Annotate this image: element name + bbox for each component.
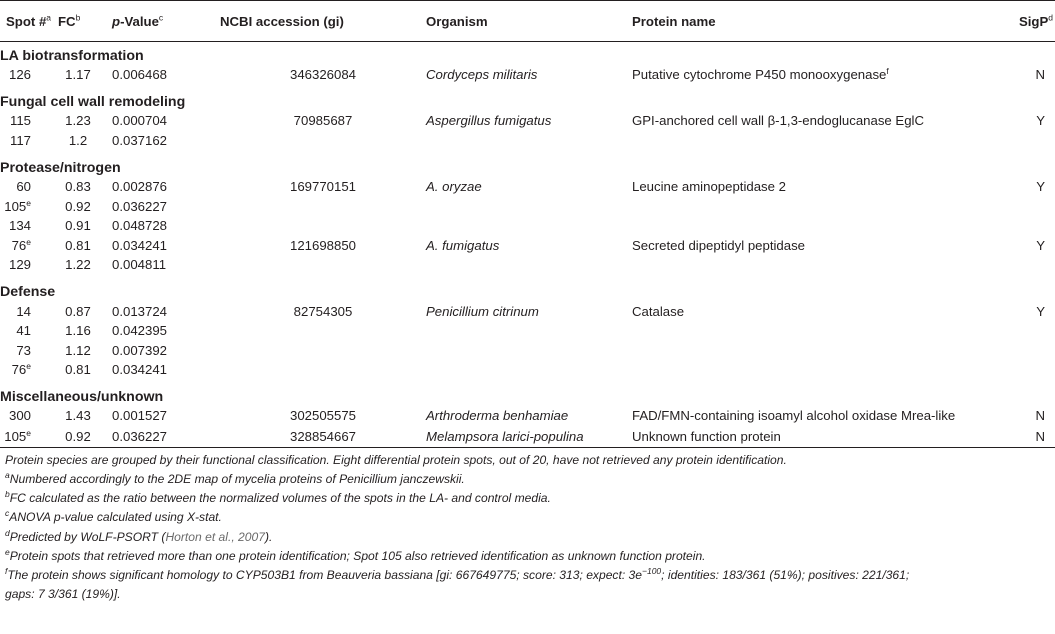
category-row	[0, 150, 1055, 177]
category-label: LA biotransformation	[0, 48, 144, 64]
table-row	[0, 196, 1055, 216]
table-row	[0, 406, 1055, 426]
cell-pvalue: 0.007392	[112, 342, 168, 358]
table-row	[0, 340, 1055, 360]
header-protein: Protein name	[632, 1, 993, 42]
cell-fc: 1.22	[65, 257, 91, 273]
cell-organism	[426, 255, 632, 275]
category-row	[0, 275, 1055, 302]
cell-protein-name: Catalase	[632, 303, 685, 319]
category-row	[0, 42, 1055, 66]
cell-spot: 126	[8, 67, 31, 83]
cell-organism: Arthroderma benhamiae	[426, 408, 569, 424]
cell-spot: 105e	[4, 197, 31, 214]
cell-ncbi-accession	[220, 321, 426, 341]
cell-organism: Cordyceps militaris	[426, 67, 538, 83]
table-row	[0, 216, 1055, 236]
table-row	[0, 301, 1055, 321]
cell-protein-name	[632, 360, 993, 380]
cell-fc: 1.23	[65, 113, 91, 129]
cell-ncbi-accession: 328854667	[220, 426, 426, 448]
cell-protein-name: GPI-anchored cell wall β-1,3-endoglucanase EglC	[632, 113, 925, 129]
cell-organism	[426, 340, 632, 360]
cell-organism: Melampsora larici-populina	[426, 426, 632, 448]
category-label: Miscellaneous/unknown	[0, 389, 164, 406]
header-fc: $FC^b$	[50, 1, 106, 42]
cell-organism: A. oryzae	[426, 179, 482, 195]
header-spot: Spot #$^a$	[0, 1, 50, 42]
cell-spot: 117	[9, 132, 31, 148]
header-organism: Organism	[426, 1, 632, 42]
table-row	[0, 111, 1055, 131]
cell-fc: 1.16	[65, 323, 91, 339]
cell-fc: 0.83	[65, 179, 91, 195]
cell-sigp	[993, 360, 1055, 380]
footnote-f: $^f$The protein shows significant homology to CYP503B1 from Beauveria bassiana [gi: 667649775; score: 313; expect: $3e^{-100}$; identities: 183/361 (51%); positives: 221/361;	[5, 565, 910, 582]
cell-spot: 76e	[11, 236, 31, 253]
table-body	[0, 42, 1055, 448]
table-header	[0, 1, 1055, 42]
cell-sigp	[993, 321, 1055, 341]
header-row	[0, 1, 1055, 42]
cell-organism	[426, 360, 632, 380]
footnote-c: $^c$ANOVA p-value calculated using X-stat.	[5, 508, 222, 525]
cell-ncbi-accession	[220, 360, 426, 380]
cell-pvalue: 0.034241	[112, 237, 168, 253]
cell-fc: 0.81	[65, 237, 91, 253]
cell-ncbi-accession	[220, 340, 426, 360]
cell-fc: 0.92	[50, 426, 106, 448]
table-footnotes	[0, 451, 1055, 605]
cell-pvalue: 0.048728	[112, 218, 168, 234]
cell-ncbi-accession: 121698850	[289, 237, 356, 253]
table-row	[0, 65, 1055, 85]
cell-sigp	[993, 131, 1055, 151]
cell-sigp	[993, 196, 1055, 216]
cell-protein-name	[632, 196, 993, 216]
cell-organism: A. fumigatus	[426, 237, 500, 253]
cell-pvalue: 0.037162	[112, 132, 168, 148]
cell-ncbi-accession: 302505575	[289, 408, 356, 424]
cell-spot: 41	[16, 323, 31, 339]
cell-spot: 105e	[0, 426, 50, 448]
cell-fc: 1.2	[68, 132, 88, 148]
cell-fc: 0.91	[65, 218, 91, 234]
cell-pvalue: 0.036227	[106, 426, 220, 448]
cell-spot: 14	[16, 303, 31, 319]
cell-protein-name	[632, 216, 993, 236]
cell-sigp: N	[1035, 408, 1045, 424]
table-row	[0, 255, 1055, 275]
cell-fc: 1.17	[65, 67, 91, 83]
footnote-a: $^a$Numbered accordingly to the 2DE map of mycelia proteins of Penicillium janczewskii.	[5, 469, 465, 486]
footnote-f-continued: gaps: 7 3/361 (19%)].	[5, 587, 121, 602]
cell-sigp: Y	[1036, 237, 1045, 253]
cell-organism	[426, 321, 632, 341]
cell-fc: 0.87	[65, 303, 91, 319]
cell-spot: 129	[8, 257, 31, 273]
cell-pvalue: 0.004811	[112, 257, 167, 273]
cell-spot: 60	[16, 179, 31, 195]
footnote-e: $^e$Protein spots that retrieved more than one protein identification; Spot 105 also retrieved identification as unknown function protein.	[5, 546, 706, 563]
cell-protein-name: Leucine aminopeptidase 2	[632, 179, 786, 195]
cell-protein-name: Unknown function protein	[632, 426, 993, 448]
cell-ncbi-accession	[220, 255, 426, 275]
table-row	[0, 321, 1055, 341]
cell-organism	[426, 196, 632, 216]
footnote-b: $^b$FC calculated as the ratio between the normalized volumes of the spots in the LA- and control media.	[5, 489, 551, 506]
cell-protein-name	[632, 255, 993, 275]
cell-pvalue: 0.001527	[112, 408, 168, 424]
cell-ncbi-accession: 169770151	[289, 179, 356, 195]
category-row	[0, 85, 1055, 112]
cell-organism: Penicillium citrinum	[426, 303, 539, 319]
cell-ncbi-accession: 82754305	[293, 303, 353, 319]
cell-spot: 76e	[11, 361, 31, 378]
header-ncbi: NCBI accession (gi)	[220, 1, 426, 42]
cell-protein-name: Putative cytochrome P450 monooxygenase$^f$	[632, 66, 889, 83]
cell-sigp: N	[993, 426, 1055, 448]
cell-sigp	[993, 340, 1055, 360]
cell-fc: 0.92	[65, 198, 91, 214]
table-row	[0, 177, 1055, 197]
cell-organism	[426, 216, 632, 236]
cell-protein-name	[632, 340, 993, 360]
table-row	[0, 131, 1055, 151]
header-pvalue: p-Value$^c$	[106, 1, 220, 42]
cell-pvalue: 0.000704	[112, 113, 168, 129]
cell-spot: 300	[8, 408, 31, 424]
cell-sigp: Y	[1036, 113, 1045, 129]
cell-pvalue: 0.006468	[112, 67, 168, 83]
cell-spot: 134	[8, 218, 31, 234]
cell-spot: 73	[16, 342, 31, 358]
cell-protein-name: FAD/FMN-containing isoamyl alcohol oxidase Mrea-like	[632, 408, 956, 424]
table-row	[0, 360, 1055, 380]
table-row	[0, 426, 1055, 448]
cell-ncbi-accession: 346326084	[289, 67, 356, 83]
cell-ncbi-accession: 70985687	[293, 113, 353, 129]
footnote-intro: Protein species are grouped by their functional classification. Eight differential protein spots, out of 20, have not retrieved any protein identification.	[5, 452, 787, 467]
cell-protein-name: Secreted dipeptidyl peptidase	[632, 237, 806, 253]
cell-sigp: Y	[1036, 303, 1045, 319]
cell-pvalue: 0.002876	[112, 179, 168, 195]
cell-ncbi-accession	[220, 196, 426, 216]
cell-protein-name	[632, 321, 993, 341]
cell-pvalue: 0.034241	[112, 362, 168, 378]
cell-ncbi-accession	[220, 131, 426, 151]
table-row	[0, 236, 1055, 256]
cell-sigp	[993, 216, 1055, 236]
cell-sigp: N	[1035, 67, 1045, 83]
category-label: Defense	[0, 284, 56, 301]
cell-fc: 0.81	[65, 362, 91, 378]
cell-sigp: Y	[1036, 179, 1045, 195]
citation-link[interactable]: Horton et al., 2007	[165, 529, 265, 544]
category-label: Protease/nitrogen	[0, 159, 121, 176]
cell-organism	[426, 131, 632, 151]
category-row	[0, 380, 1055, 407]
cell-pvalue: 0.042395	[112, 323, 168, 339]
cell-organism: Aspergillus fumigatus	[426, 113, 552, 129]
footnote-d: $^d$Predicted by WoLF-PSORT (Horton et al., 2007).	[5, 527, 273, 544]
cell-spot: 115	[9, 113, 31, 129]
cell-fc: 1.12	[65, 342, 91, 358]
category-label: Fungal cell wall remodeling	[0, 94, 186, 111]
cell-sigp	[993, 255, 1055, 275]
header-sigp: SigP$^d$	[993, 1, 1055, 42]
cell-pvalue: 0.036227	[112, 198, 168, 214]
cell-ncbi-accession	[220, 216, 426, 236]
cell-protein-name	[632, 131, 993, 151]
cell-fc: 1.43	[65, 408, 91, 424]
cell-pvalue: 0.013724	[112, 303, 168, 319]
